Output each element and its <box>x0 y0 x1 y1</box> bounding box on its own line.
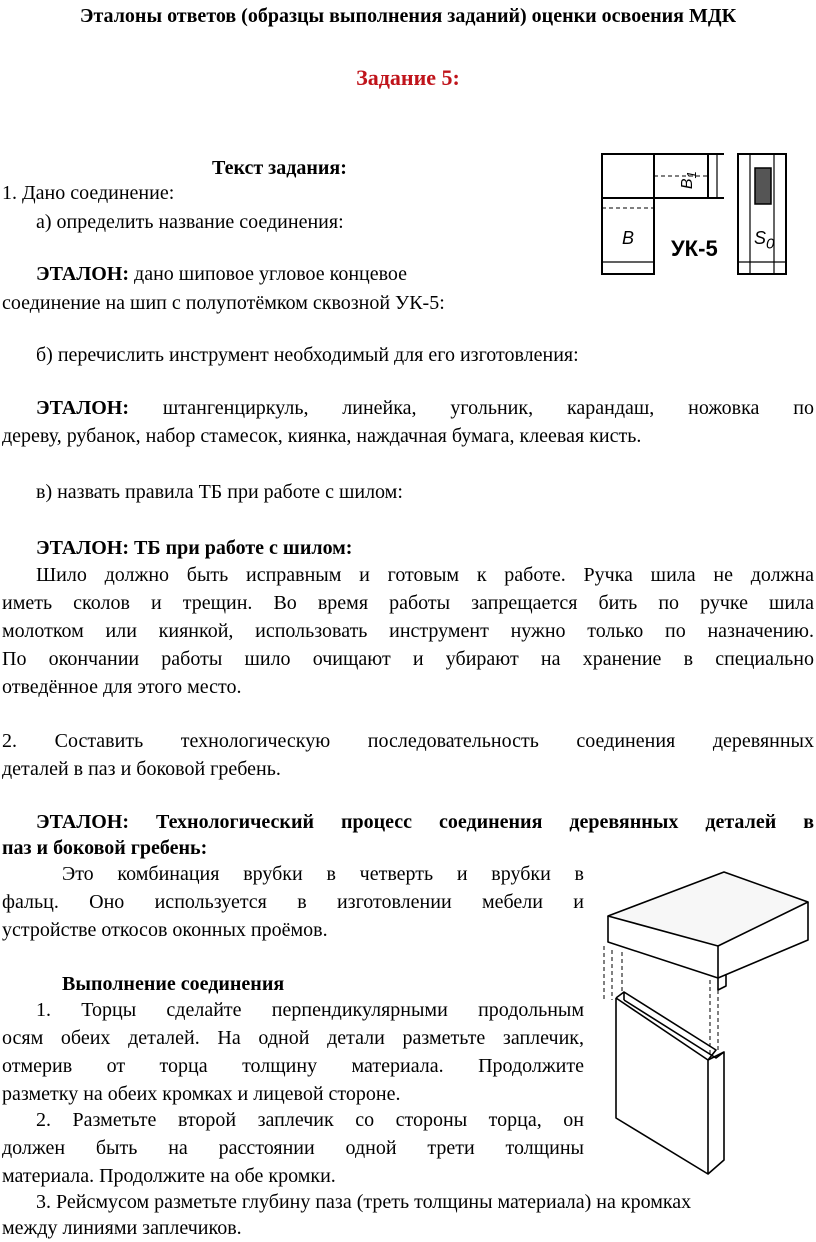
step-line: отмерив от торца толщину материала. Продолжите <box>2 1055 584 1077</box>
dim-label-b1: $B_1$ <box>678 171 700 190</box>
q2-answer-cont: паз и боковой гребень: <box>2 837 208 859</box>
dim-label-s0: $S_0$ <box>754 228 775 253</box>
step-line: 1. Торцы сделайте перпендикулярными продольным <box>36 999 584 1021</box>
page-title: Эталоны ответов (образцы выполнения заданий) оценки освоения МДК <box>79 5 737 27</box>
groove-joint-drawing <box>598 868 812 1182</box>
task-text-heading: Текст задания: <box>212 157 347 179</box>
q1-line: 1. Дано соединение: <box>2 182 175 204</box>
step-line: осям обеих деталей. На одной детали разметьте заплечик, <box>2 1027 584 1049</box>
q1-b-answer-cont: дереву, рубанок, набор стамесок, киянка, наждачная бумага, клеевая кисть. <box>2 425 642 447</box>
q1-v: в) назвать правила ТБ при работе с шилом: <box>36 481 403 503</box>
text-line: отведённое для этого место. <box>2 676 242 698</box>
q2-answer: ЭТАЛОН: Технологический процесс соединения деревянных деталей в <box>36 811 814 833</box>
q2-line: 2. Составить технологическую последовательность соединения деревянных <box>2 730 814 752</box>
q1-b: б) перечислить инструмент необходимый для его изготовления: <box>36 344 579 366</box>
dim-label-b: B <box>622 228 635 248</box>
q1-v-answer: ЭТАЛОН: ТБ при работе с шилом: <box>36 537 353 559</box>
step-line: материала. Продолжите на обе кромки. <box>2 1165 336 1187</box>
step-line: 2. Разметьте второй заплечик со стороны торца, он <box>36 1109 584 1131</box>
step-line: 3. Рейсмусом разметьте глубину паза (треть толщины материала) на кромках <box>36 1191 692 1213</box>
q1-b-answer: ЭТАЛОН: штангенциркуль, линейка, угольник, карандаш, ножовка по <box>36 397 814 419</box>
answer-label: ЭТАЛОН: <box>36 263 130 285</box>
text-line: устройстве откосов оконных проёмов. <box>2 919 328 941</box>
text-line: Это комбинация врубки в четверть и врубки в <box>62 863 584 885</box>
text-line: фальц. Оно используется в изготовлении мебели и <box>2 891 584 913</box>
task-number: Задание 5: <box>356 65 460 90</box>
joint-code-label: УК-5 <box>671 236 718 261</box>
exec-heading: Выполнение соединения <box>62 973 285 995</box>
q1-a: а) определить название соединения: <box>36 211 344 233</box>
text-line: молотком или киянкой, использовать инструмент нужно только по назначению. <box>2 620 814 642</box>
q1-a-answer: ЭТАЛОН: дано шиповое угловое концевое <box>36 263 408 285</box>
answer-label: ЭТАЛОН: <box>36 397 130 419</box>
text-line: иметь сколов и трещин. Во время работы запрещается бить по ручке шила <box>2 592 814 614</box>
q2-line: деталей в паз и боковой гребень. <box>2 758 281 780</box>
text-line: Шило должно быть исправным и готовым к работе. Ручка шила не должна <box>36 564 814 586</box>
step-line: должен быть на расстоянии одной трети толщины <box>2 1137 584 1159</box>
step-line: между линиями заплечиков. <box>2 1217 242 1239</box>
step-line: разметку на обеих кромках и лицевой стороне. <box>2 1083 401 1105</box>
q1-a-answer-cont: соединение на шип с полупотёмком сквозной УК-5: <box>2 292 445 314</box>
text-line: По окончании работы шило очищают и убирают на хранение в специально <box>2 648 814 670</box>
